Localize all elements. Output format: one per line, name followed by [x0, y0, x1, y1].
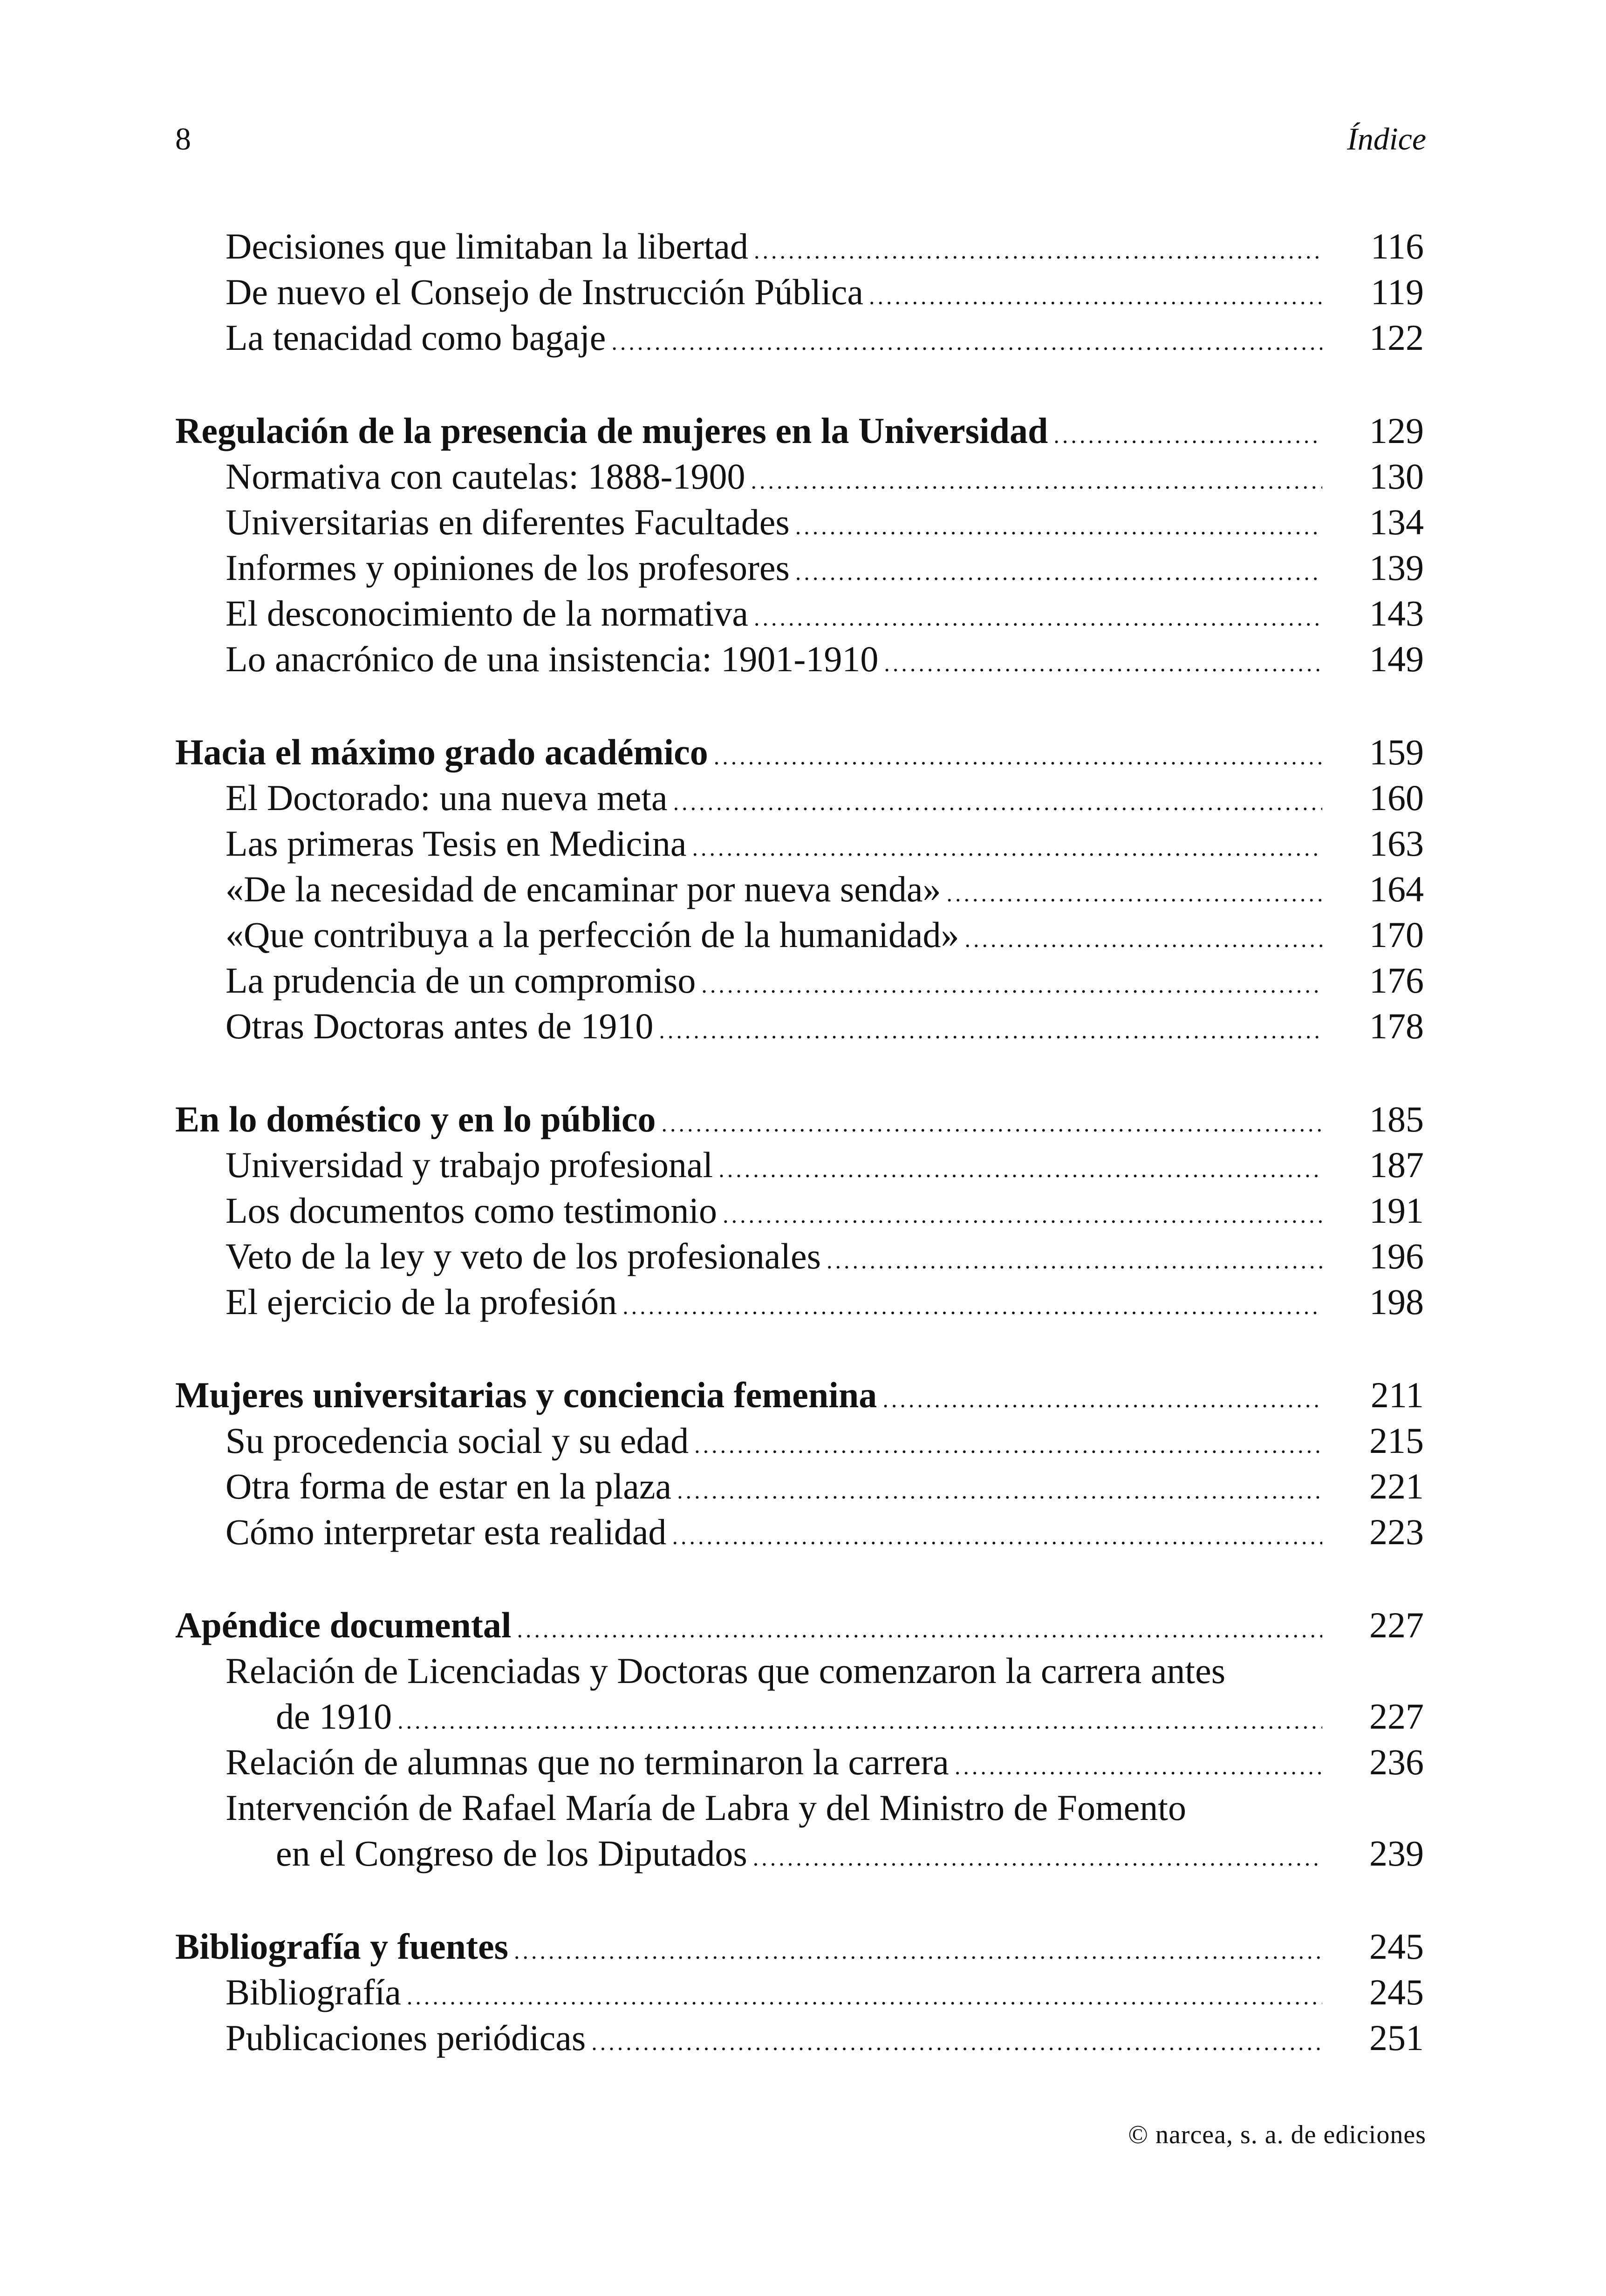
toc-entry-page: 196 [1369, 1236, 1424, 1276]
toc-entry-label: Otras Doctoras antes de 1910 [226, 1006, 654, 1046]
toc-entry-label: La tenacidad como bagaje [226, 317, 606, 358]
toc-entry-label: Universidad y trabajo profesional [226, 1145, 713, 1185]
dot-leader [884, 640, 1322, 686]
toc-appendix [175, 1602, 1424, 1876]
toc-entry-label: Decisiones que limitaban la libertad [226, 226, 748, 266]
toc-entry-label: «Que contribuya a la perfección de la humanidad» [226, 914, 959, 955]
toc-chapter-page: 159 [1369, 732, 1424, 772]
toc-entry-page: 116 [1370, 226, 1424, 266]
toc-entry-label: El desconocimiento de la normativa [226, 593, 748, 634]
toc-chapter-heading [175, 1924, 1424, 1969]
toc-chapter-title: Mujeres universitarias y conciencia femenina [175, 1375, 877, 1415]
toc-entry-label: Cómo interpretar esta realidad [226, 1512, 667, 1552]
toc-chapter-heading [175, 729, 1424, 775]
toc-entry-page: 119 [1370, 272, 1424, 312]
toc-entry-page: 178 [1369, 1006, 1424, 1046]
toc-entry-label: Publicaciones periódicas [226, 2017, 586, 2058]
toc-entry-page: 122 [1369, 317, 1424, 358]
toc-entry-page: 143 [1369, 593, 1424, 634]
toc-entry-page: 187 [1369, 1145, 1424, 1185]
toc-chapter-page: 129 [1369, 410, 1424, 451]
dot-leader [751, 458, 1323, 504]
dot-leader [869, 273, 1322, 319]
dot-leader [407, 1974, 1322, 2019]
toc-entry [175, 821, 1424, 866]
toc-entry [175, 775, 1424, 821]
table-of-contents [175, 224, 1424, 2108]
toc-chapter [175, 729, 1424, 1049]
toc-entry-page: 191 [1369, 1190, 1424, 1231]
dot-leader [701, 962, 1322, 1008]
toc-chapter-title: En lo doméstico y en lo público [175, 1099, 656, 1139]
toc-entry-label: Las primeras Tesis en Medicina [226, 823, 687, 864]
toc-entry [175, 454, 1424, 499]
toc-entry [175, 1831, 1424, 1876]
dot-leader [692, 825, 1322, 871]
dot-leader [946, 871, 1322, 916]
dot-leader [517, 1607, 1323, 1652]
toc-entry-line: Intervención de Rafael María de Labra y del Ministro de Fomento [226, 1787, 1186, 1828]
toc-chapter [175, 1924, 1424, 2061]
toc-entry-page: 170 [1369, 914, 1424, 955]
dot-leader [591, 2019, 1322, 2065]
toc-chapter-title: Apéndice documental [175, 1605, 512, 1645]
toc-chapter-title: Bibliografía y fuentes [175, 1926, 508, 1967]
toc-entry [175, 315, 1424, 361]
dot-leader [754, 595, 1322, 640]
dot-leader [754, 228, 1322, 273]
toc-entry-page: 251 [1369, 2017, 1424, 2058]
toc-entry-page: 176 [1369, 960, 1424, 1001]
toc-entry [175, 224, 1424, 269]
toc-entry-label: El ejercicio de la profesión [226, 1281, 617, 1322]
running-head: Índice [1347, 121, 1426, 157]
toc-entry-label: Relación de alumnas que no terminaron la carrera [226, 1742, 949, 1782]
dot-leader [965, 916, 1322, 962]
toc-entry-page: 164 [1369, 869, 1424, 909]
dot-leader [1053, 412, 1322, 458]
toc-entry [175, 1142, 1424, 1188]
toc-entry [175, 1233, 1424, 1279]
toc-entry [175, 1188, 1424, 1233]
toc-entry-page: 139 [1369, 547, 1424, 588]
toc-entry [175, 1694, 1424, 1739]
dot-leader [514, 1928, 1322, 1974]
toc-entry-page: 236 [1369, 1742, 1424, 1782]
toc-chapter-heading [175, 408, 1424, 454]
toc-entry [175, 1969, 1424, 2015]
dot-leader [723, 1192, 1322, 1238]
toc-entry [175, 1509, 1424, 1555]
toc-chapter-heading [175, 1097, 1424, 1142]
toc-entry-page: 160 [1369, 777, 1424, 818]
toc-entry-label: «De la necesidad de encaminar por nueva senda» [226, 869, 941, 909]
toc-entry [175, 636, 1424, 682]
dot-leader [694, 1422, 1322, 1468]
toc-entry-label: Lo anacrónico de una insistencia: 1901-1910 [226, 639, 879, 679]
dot-leader [673, 779, 1322, 825]
dot-leader [753, 1835, 1322, 1880]
toc-entry-page: 163 [1369, 823, 1424, 864]
toc-entry [175, 1003, 1424, 1049]
toc-entry-label: Informes y opiniones de los profesores [226, 547, 790, 588]
toc-chapter-heading [175, 1372, 1424, 1418]
toc-entry-label: El Doctorado: una nueva meta [226, 777, 668, 818]
dot-leader [714, 734, 1322, 779]
dot-leader [795, 504, 1322, 549]
toc-entry-page: 198 [1369, 1281, 1424, 1322]
toc-entry [175, 912, 1424, 958]
toc-chapter-page: 245 [1369, 1926, 1424, 1967]
toc-entry-page: 130 [1369, 456, 1424, 497]
dot-leader [659, 1008, 1322, 1053]
toc-chapter-page: 185 [1369, 1099, 1424, 1139]
dot-leader [661, 1101, 1322, 1146]
dot-leader [611, 319, 1322, 365]
toc-entry-label: Veto de la ley y veto de los profesionales [226, 1236, 821, 1276]
toc-chapter-title: Regulación de la presencia de mujeres en la Universidad [175, 410, 1048, 451]
toc-entry [175, 545, 1424, 591]
toc-section-continuation [175, 224, 1424, 361]
toc-entry-label: Otra forma de estar en la plaza [226, 1466, 672, 1506]
toc-entry-page: 215 [1369, 1420, 1424, 1461]
dot-leader [677, 1468, 1322, 1513]
toc-entry [175, 1739, 1424, 1785]
toc-entry [175, 269, 1424, 315]
dot-leader [397, 1698, 1322, 1744]
toc-entry-page: 221 [1369, 1466, 1424, 1506]
toc-entry-label: La prudencia de un compromiso [226, 960, 696, 1001]
toc-entry-label: en el Congreso de los Diputados [276, 1833, 747, 1874]
toc-entry [175, 1279, 1424, 1325]
toc-entry [175, 591, 1424, 636]
dot-leader [795, 549, 1322, 595]
toc-entry [175, 499, 1424, 545]
toc-entry-label: De nuevo el Consejo de Instrucción Pública [226, 272, 863, 312]
toc-chapter [175, 408, 1424, 682]
toc-entry [175, 1418, 1424, 1464]
toc-chapter-page: 227 [1369, 1605, 1424, 1645]
toc-entry-label: Normativa con cautelas: 1888-1900 [226, 456, 745, 497]
toc-entry-page: 149 [1369, 639, 1424, 679]
toc-entry [175, 2015, 1424, 2061]
toc-chapter-heading [175, 1602, 1424, 1648]
dot-leader [718, 1146, 1322, 1192]
dot-leader [827, 1238, 1322, 1283]
toc-chapter-title: Hacia el máximo grado académico [175, 732, 708, 772]
toc-entry-label: de 1910 [276, 1696, 392, 1737]
toc-entry-label: Los documentos como testimonio [226, 1190, 718, 1231]
toc-entry-label: Su procedencia social y su edad [226, 1420, 689, 1461]
toc-chapter-page: 211 [1370, 1375, 1424, 1415]
dot-leader [882, 1376, 1322, 1422]
toc-entry-page: 245 [1369, 1972, 1424, 2012]
toc-entry [175, 866, 1424, 912]
toc-chapter [175, 1372, 1424, 1555]
toc-entry [175, 958, 1424, 1003]
toc-entry-line: Relación de Licenciadas y Doctoras que comenzaron la carrera antes [226, 1650, 1226, 1691]
dot-leader [622, 1283, 1322, 1329]
toc-entry [175, 1464, 1424, 1509]
toc-entry-page: 134 [1369, 502, 1424, 542]
dot-leader [955, 1744, 1322, 1789]
toc-entry-page: 227 [1369, 1696, 1424, 1737]
toc-entry-page: 239 [1369, 1833, 1424, 1874]
page-number: 8 [175, 121, 191, 157]
toc-chapter [175, 1097, 1424, 1325]
toc-entry-page: 223 [1369, 1512, 1424, 1552]
toc-entry-label: Universitarias en diferentes Facultades [226, 502, 790, 542]
toc-entry-label: Bibliografía [226, 1972, 401, 2012]
copyright-footer: © narcea, s. a. de ediciones [1128, 2120, 1426, 2149]
dot-leader [672, 1513, 1322, 1559]
